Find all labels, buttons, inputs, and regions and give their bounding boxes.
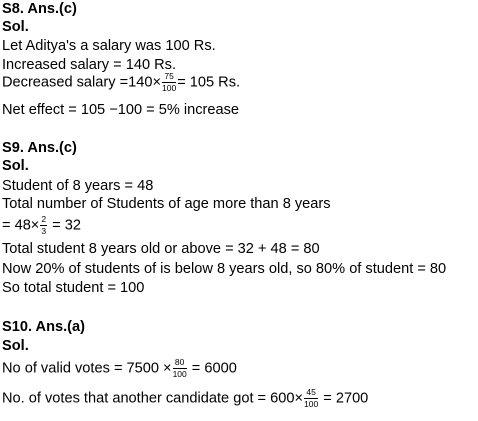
s9-line-6: So total student = 100	[2, 280, 145, 296]
s10-line-2-result: = 2700	[319, 390, 369, 407]
s10-line-1-text: No of valid votes = 7500 ×	[2, 360, 172, 377]
s10-fraction-2-denominator: 100	[304, 399, 319, 409]
s10-sol-label: Sol.	[2, 338, 29, 354]
s9-line-3	[2, 215, 81, 236]
s8-line-3-result: = 105 Rs.	[177, 74, 241, 91]
s10-line-1-result: = 6000	[187, 360, 237, 377]
s8-fraction-denominator: 100	[162, 83, 177, 93]
s9-fraction-denominator: 3	[41, 226, 47, 236]
s8-fraction	[162, 72, 176, 93]
s10-fraction-1-numerator: 80	[173, 358, 187, 369]
s9-line-2: Total number of Students of age more than 8 years	[2, 196, 331, 212]
s8-line-4: Net effect = 105 −100 = 5% increase	[2, 102, 240, 118]
s9-sol-label: Sol.	[2, 158, 29, 174]
s10-line-2-text: No. of votes that another candidate got = 600×	[2, 390, 304, 407]
s8-line-1: Let Aditya's a salary was 100 Rs.	[2, 38, 216, 54]
s8-line-2: Increased salary = 140 Rs.	[2, 57, 176, 73]
s9-line-3-text: = 48×	[2, 217, 40, 234]
s10-fraction-1	[173, 358, 187, 379]
s10-fraction-2	[304, 388, 318, 409]
s10-fraction-2-numerator: 45	[304, 388, 318, 399]
s9-line-5: Now 20% of students of is below 8 years old, so 80% of student = 80	[2, 261, 447, 277]
s9-line-1: Student of 8 years = 48	[2, 178, 154, 194]
s9-fraction	[40, 215, 47, 236]
s10-heading: S10. Ans.(a)	[2, 319, 85, 335]
s9-heading: S9. Ans.(c)	[2, 140, 77, 156]
s9-line-4: Total student 8 years old or above = 32 + 48 = 80	[2, 241, 320, 257]
s10-line-1	[2, 358, 237, 379]
s8-sol-label: Sol.	[2, 19, 29, 35]
s10-line-2	[2, 388, 368, 409]
s8-fraction-numerator: 75	[162, 72, 176, 83]
s8-line-3-text: Decreased salary =140×	[2, 74, 162, 91]
s8-heading: S8. Ans.(c)	[2, 1, 77, 17]
s9-fraction-numerator: 2	[41, 214, 47, 224]
s9-line-3-result: = 32	[48, 217, 81, 234]
s10-fraction-1-denominator: 100	[172, 369, 187, 379]
s8-line-3	[2, 72, 240, 93]
